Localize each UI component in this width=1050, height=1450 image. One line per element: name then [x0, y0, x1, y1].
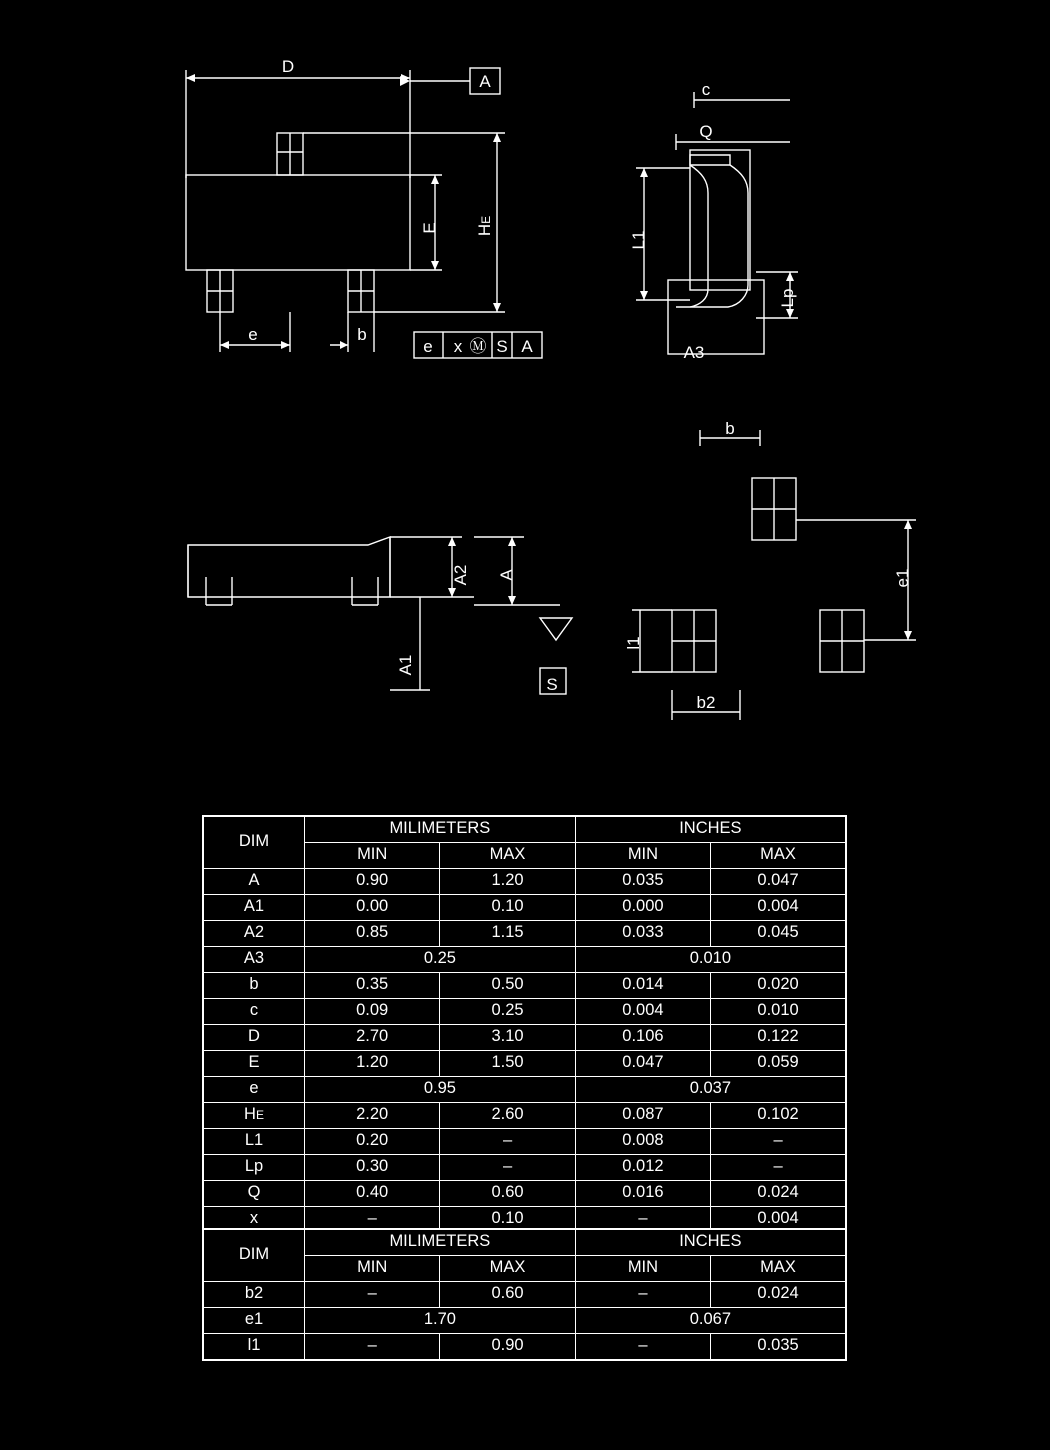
cell-in-min: – — [575, 1334, 710, 1361]
header-minmax-3: MAX — [711, 843, 846, 869]
cell-in-min: – — [575, 1207, 710, 1234]
cell-in-max: – — [711, 1155, 846, 1181]
label-e-pitch: e — [248, 325, 258, 344]
label-c: c — [701, 80, 711, 99]
cell-dim: l1 — [203, 1334, 305, 1361]
cell-dim: e — [203, 1077, 305, 1103]
cell-mm-max: 0.60 — [440, 1181, 575, 1207]
cell-mm-max: 1.50 — [440, 1051, 575, 1077]
label-lp: Lp — [778, 288, 797, 308]
cell-mm-max: 0.90 — [440, 1334, 575, 1361]
header-minmax-0: MIN — [305, 843, 440, 869]
cell-mm-max: 0.10 — [440, 1207, 575, 1234]
label-b-pad: b — [725, 419, 735, 438]
cell-mm-max: 0.60 — [440, 1282, 575, 1308]
cell-dim: E — [203, 1051, 305, 1077]
cell-in-max: – — [711, 1129, 846, 1155]
cell-dim: b — [203, 973, 305, 999]
cell-mm-min: – — [305, 1334, 440, 1361]
secondary-dimension-table-wrapper — [202, 1228, 847, 1361]
table-row — [203, 921, 846, 947]
cell-in-max: 0.102 — [711, 1103, 846, 1129]
cell-in-max: 0.010 — [711, 999, 846, 1025]
table-row — [203, 999, 846, 1025]
cell-in-max: 0.004 — [711, 895, 846, 921]
cell-in-span: 0.010 — [575, 947, 846, 973]
header-minmax-1: MAX — [440, 843, 575, 869]
cell-mm-min: – — [305, 1282, 440, 1308]
label-a1: A1 — [396, 654, 415, 676]
cell-in-min: 0.014 — [575, 973, 710, 999]
cell-in-min: 0.106 — [575, 1025, 710, 1051]
cell-mm-max: – — [440, 1129, 575, 1155]
cell-in-max: 0.047 — [711, 869, 846, 895]
cell-dim: HE — [203, 1103, 305, 1129]
cell-dim: b2 — [203, 1282, 305, 1308]
cell-in-span: 0.067 — [575, 1308, 846, 1334]
header-minmax-2: MIN — [575, 843, 710, 869]
cell-in-max: 0.035 — [711, 1334, 846, 1361]
label-l1: L1 — [629, 230, 648, 250]
cell-dim: A — [203, 869, 305, 895]
cell-in-max: 0.020 — [711, 973, 846, 999]
cell-mm-min: 0.35 — [305, 973, 440, 999]
cell-dim: Lp — [203, 1155, 305, 1181]
cell-dim: c — [203, 999, 305, 1025]
cell-mm-max: 0.50 — [440, 973, 575, 999]
label-a-front: A — [497, 569, 516, 581]
table-row — [203, 1077, 846, 1103]
cell-mm-max: 1.15 — [440, 921, 575, 947]
cell-mm-min: – — [305, 1207, 440, 1234]
cell-mm-min: 0.85 — [305, 921, 440, 947]
cell-in-min: 0.047 — [575, 1051, 710, 1077]
table-row — [203, 1181, 846, 1207]
cell-in-min: – — [575, 1282, 710, 1308]
cell-mm-span: 0.95 — [305, 1077, 576, 1103]
cell-mm-min: 0.00 — [305, 895, 440, 921]
cell-in-max: 0.122 — [711, 1025, 846, 1051]
cell-in-min: 0.012 — [575, 1155, 710, 1181]
table-row — [203, 869, 846, 895]
cell-in-max: 0.024 — [711, 1282, 846, 1308]
cell-mm-min: 0.09 — [305, 999, 440, 1025]
label-s: S — [546, 675, 558, 694]
header-inches: INCHES — [575, 816, 846, 843]
header-minmax-3: MAX — [711, 1256, 846, 1282]
cell-dim: A2 — [203, 921, 305, 947]
label-l1-small: l1 — [624, 636, 643, 650]
cell-dim: x — [203, 1207, 305, 1234]
cell-in-max: 0.004 — [711, 1207, 846, 1234]
label-fcf-e: e — [423, 337, 433, 356]
header-minmax-1: MAX — [440, 1256, 575, 1282]
label-q: Q — [699, 122, 713, 141]
cell-mm-min: 0.30 — [305, 1155, 440, 1181]
cell-mm-min: 1.20 — [305, 1051, 440, 1077]
label-he: HE — [475, 215, 494, 237]
cell-dim: L1 — [203, 1129, 305, 1155]
cell-dim: A3 — [203, 947, 305, 973]
cell-mm-min: 2.70 — [305, 1025, 440, 1051]
label-fcf-m: Ⓜ — [469, 337, 487, 356]
table-row — [203, 1308, 846, 1334]
table-header-row-units — [203, 816, 846, 843]
header-millimeters: MILIMETERS — [305, 1229, 576, 1256]
table-row — [203, 1103, 846, 1129]
label-e1: e1 — [893, 568, 912, 588]
cell-in-min: 0.000 — [575, 895, 710, 921]
cell-mm-max: 0.10 — [440, 895, 575, 921]
cell-in-min: 0.016 — [575, 1181, 710, 1207]
table-header-row-units — [203, 1229, 846, 1256]
table-row — [203, 947, 846, 973]
cell-mm-min: 0.40 — [305, 1181, 440, 1207]
cell-mm-max: 3.10 — [440, 1025, 575, 1051]
secondary-dimension-table — [202, 1228, 847, 1361]
label-a2: A2 — [451, 564, 470, 586]
table-row — [203, 1051, 846, 1077]
label-e: E — [420, 222, 439, 234]
table-row — [203, 1025, 846, 1051]
cell-in-span: 0.037 — [575, 1077, 846, 1103]
cell-mm-min: 0.90 — [305, 869, 440, 895]
label-a-datum: A — [479, 72, 491, 91]
cell-mm-min: 0.20 — [305, 1129, 440, 1155]
label-fcf-a: A — [521, 337, 533, 356]
label-fcf-s: S — [496, 337, 508, 356]
header-inches: INCHES — [575, 1229, 846, 1256]
cell-mm-span: 1.70 — [305, 1308, 576, 1334]
cell-in-min: 0.035 — [575, 869, 710, 895]
cell-dim: A1 — [203, 895, 305, 921]
header-dim: DIM — [203, 816, 305, 869]
table-row — [203, 973, 846, 999]
header-minmax-0: MIN — [305, 1256, 440, 1282]
cell-in-max: 0.024 — [711, 1181, 846, 1207]
table-row — [203, 1282, 846, 1308]
cell-mm-max: 0.25 — [440, 999, 575, 1025]
label-fcf-x: x — [453, 337, 463, 356]
cell-in-min: 0.087 — [575, 1103, 710, 1129]
cell-dim: D — [203, 1025, 305, 1051]
main-dimension-table-wrapper — [202, 815, 847, 1234]
cell-in-min: 0.004 — [575, 999, 710, 1025]
label-d: D — [281, 57, 295, 76]
cell-mm-min: 2.20 — [305, 1103, 440, 1129]
table-row — [203, 895, 846, 921]
table-row — [203, 1129, 846, 1155]
header-millimeters: MILIMETERS — [305, 816, 576, 843]
header-minmax-2: MIN — [575, 1256, 710, 1282]
table-row — [203, 1334, 846, 1361]
main-dimension-table — [202, 815, 847, 1234]
table-row — [203, 1155, 846, 1181]
cell-dim: e1 — [203, 1308, 305, 1334]
header-dim: DIM — [203, 1229, 305, 1282]
cell-dim: Q — [203, 1181, 305, 1207]
cell-mm-max: 1.20 — [440, 869, 575, 895]
label-a3: A3 — [683, 343, 705, 362]
label-b2: b2 — [696, 693, 716, 712]
cell-mm-span: 0.25 — [305, 947, 576, 973]
cell-mm-max: 2.60 — [440, 1103, 575, 1129]
cell-mm-max: – — [440, 1155, 575, 1181]
cell-in-max: 0.045 — [711, 921, 846, 947]
label-b: b — [357, 325, 367, 344]
cell-in-min: 0.008 — [575, 1129, 710, 1155]
cell-in-min: 0.033 — [575, 921, 710, 947]
cell-in-max: 0.059 — [711, 1051, 846, 1077]
